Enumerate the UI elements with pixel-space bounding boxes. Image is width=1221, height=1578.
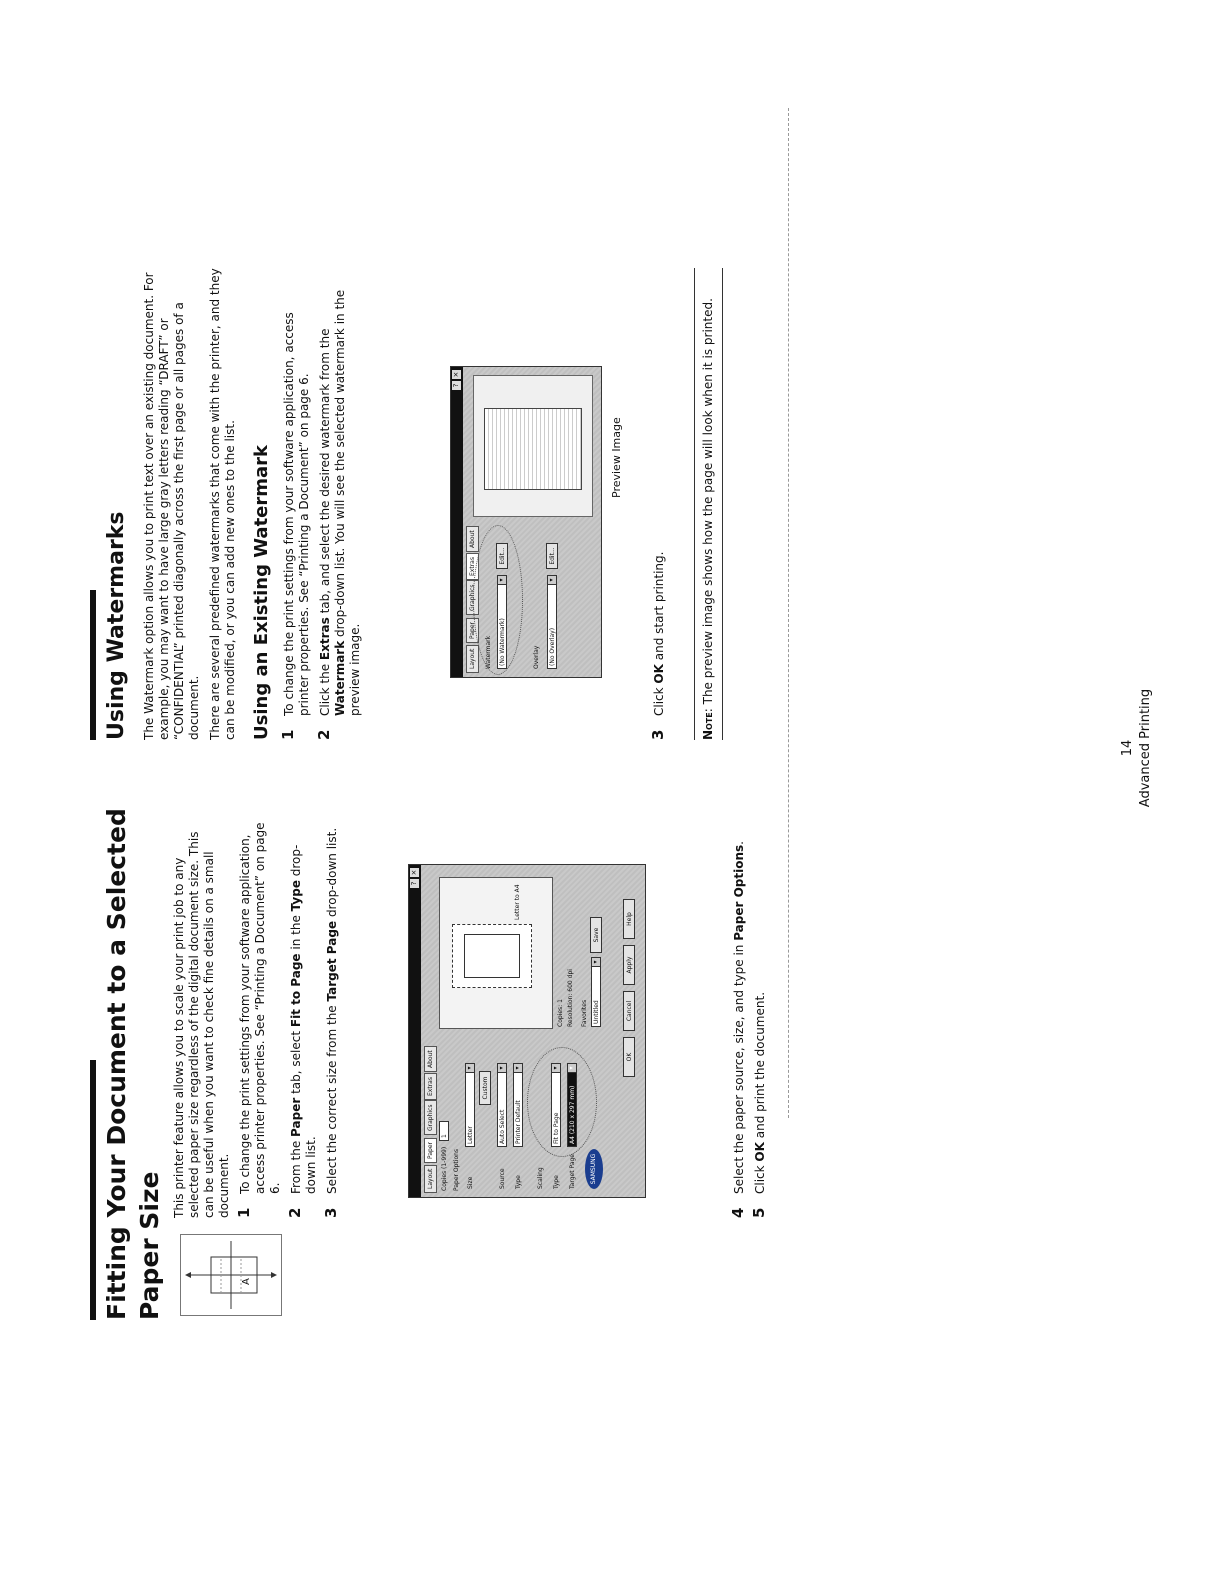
watermark-edit-button[interactable]: Edit... xyxy=(496,543,508,569)
tab-about[interactable]: About xyxy=(424,1046,437,1072)
close-icon: × xyxy=(452,371,460,378)
note-block xyxy=(694,268,723,740)
copies-label: Copies (1-999) xyxy=(441,1146,448,1191)
overlay-edit-button[interactable]: Edit... xyxy=(546,543,558,569)
left-intro: This printer feature allows you to scale your print job to any selected paper size regardless of the digital document size. This can be useful when you want to check fine details on a small document. xyxy=(172,831,231,1218)
type-label: Type xyxy=(515,1175,522,1189)
watermark-label: Watermark xyxy=(485,635,492,669)
preview-caption: Letter to A4 xyxy=(514,884,521,920)
right-content xyxy=(142,268,369,740)
preview-image-label: Preview Image xyxy=(610,417,623,498)
dialog-title-bar xyxy=(409,865,421,1197)
save-button[interactable]: Save xyxy=(590,917,602,953)
highlight-oval xyxy=(527,1047,597,1157)
source-label: Source xyxy=(499,1168,506,1189)
tab-layout[interactable]: Layout xyxy=(466,645,479,673)
extras-tab-screenshot xyxy=(450,366,602,678)
copies-input[interactable]: 1 xyxy=(439,1121,449,1141)
tab-extras[interactable]: Extras xyxy=(466,553,479,580)
custom-button[interactable]: Custom xyxy=(479,1071,491,1105)
list-item: 2 Click the Extras tab, and select the desired watermark from the Watermark drop-down list. You will see the selected watermark in the preview image. xyxy=(315,289,362,740)
left-page-title: Fitting Your Document to a Selected Paper Size xyxy=(102,808,164,1320)
preview-area xyxy=(473,375,593,517)
right-subtitle: Using an Existing Watermark xyxy=(251,444,272,740)
note-text: : The preview image shows how the page will look when it is printed. xyxy=(701,298,715,713)
icon-letter: A xyxy=(241,1278,252,1285)
tab-graphics[interactable]: Graphics xyxy=(466,581,479,616)
chevron-down-icon: ▾ xyxy=(498,576,506,585)
watermark-select[interactable]: (No Watermark) ▾ xyxy=(497,575,507,669)
right-intro-2: There are several predefined watermarks that come with the printer, and they can be modified, or you can add new ones to the list. xyxy=(208,268,237,740)
page-number: 14 xyxy=(1120,739,1135,757)
target-page-select[interactable]: A4 (210 x 297 mm) ▾ xyxy=(567,1063,577,1147)
right-section-bar xyxy=(90,590,96,740)
favorites-select[interactable]: Untitled ▾ xyxy=(591,957,601,1027)
overlay-label: Overlay xyxy=(533,645,540,669)
scaling-type-select[interactable]: Fit to Page ▾ xyxy=(551,1063,561,1147)
right-steps-continued xyxy=(649,268,673,740)
help-button[interactable]: Help xyxy=(623,899,635,939)
samsung-logo: SAMSUNG xyxy=(585,1149,603,1189)
preview-page xyxy=(484,408,582,490)
list-item: 1 To change the print settings from your software application, access printer properties. See “Printing a Document” on page 6. xyxy=(279,312,311,740)
scaling-type-label: Type xyxy=(553,1175,560,1189)
arrow-scale-icon xyxy=(181,1235,281,1315)
apply-button[interactable]: Apply xyxy=(623,945,635,985)
size-select[interactable]: Letter ▾ xyxy=(465,1063,475,1147)
note-label: Note xyxy=(701,712,715,740)
close-icon: × xyxy=(410,869,418,876)
dialog-title-bar xyxy=(451,367,463,677)
left-steps xyxy=(235,818,340,1218)
tab-paper[interactable]: Paper xyxy=(424,1138,437,1163)
tab-extras[interactable]: Extras xyxy=(424,1073,437,1100)
source-select[interactable]: Auto Select ▾ xyxy=(497,1063,507,1147)
left-content xyxy=(172,818,346,1218)
list-item: 1 To change the print settings from your software application, access printer properties. See “Printing a Document” on page 6. xyxy=(235,822,282,1218)
resolution-info: Resolution: 600 dpi xyxy=(567,969,574,1027)
cancel-button[interactable]: Cancel xyxy=(623,991,635,1031)
tab-graphics[interactable]: Graphics xyxy=(424,1101,437,1136)
right-intro-1: The Watermark option allows you to print text over an existing document. For example, you may want to have large gray letters reading “DRAFT” or “CONFIDENTIAL” printed diagonally across the first page or all pages of a document. xyxy=(142,272,201,740)
copies-info: Copies: 1 xyxy=(557,999,564,1027)
right-steps xyxy=(279,268,363,740)
paper-tab-screenshot xyxy=(408,864,646,1198)
ok-button[interactable]: OK xyxy=(623,1037,635,1077)
type-select[interactable]: Printer Default ▾ xyxy=(513,1063,523,1147)
chevron-down-icon: ▾ xyxy=(592,958,600,967)
fit-to-page-icon xyxy=(180,1234,282,1316)
list-item: 2 From the Paper tab, select Fit to Page in the Type drop-down list. xyxy=(286,844,318,1218)
chevron-down-icon: ▾ xyxy=(568,1064,576,1073)
help-icon: ? xyxy=(452,381,461,390)
page-divider xyxy=(788,108,789,1118)
preview-content xyxy=(464,934,520,978)
list-item: 5 Click OK and print the document. xyxy=(750,991,768,1218)
scaling-label: Scaling xyxy=(537,1167,544,1189)
size-label: Size xyxy=(467,1176,474,1189)
chevron-down-icon: ▾ xyxy=(548,576,556,585)
left-steps-continued xyxy=(729,798,774,1218)
tab-layout[interactable]: Layout xyxy=(424,1165,437,1193)
overlay-select[interactable]: (No Overlay) ▾ xyxy=(547,575,557,669)
list-item: 3 Select the correct size from the Target Page drop-down list. xyxy=(322,827,340,1218)
list-item: 4 Select the paper source, size, and type in Paper Options. xyxy=(729,841,747,1218)
chevron-down-icon: ▾ xyxy=(466,1064,474,1073)
chevron-down-icon: ▾ xyxy=(498,1064,506,1073)
highlight-oval xyxy=(473,525,523,675)
list-item: 3 Click OK and start printing. xyxy=(649,551,667,740)
tab-about[interactable]: About xyxy=(466,526,479,552)
target-page-label: Target Page xyxy=(569,1154,576,1189)
left-section-bar xyxy=(90,1060,96,1320)
tab-paper[interactable]: Paper xyxy=(466,618,479,643)
favorites-label: Favorites xyxy=(581,999,588,1027)
help-icon: ? xyxy=(410,879,419,888)
right-page-title: Using Watermarks xyxy=(104,511,129,740)
chevron-down-icon: ▾ xyxy=(552,1064,560,1073)
preview-area xyxy=(439,877,553,1029)
section-name: Advanced Printing xyxy=(1138,688,1153,808)
chevron-down-icon: ▾ xyxy=(514,1064,522,1073)
paper-options-label: Paper Options xyxy=(453,1148,460,1191)
